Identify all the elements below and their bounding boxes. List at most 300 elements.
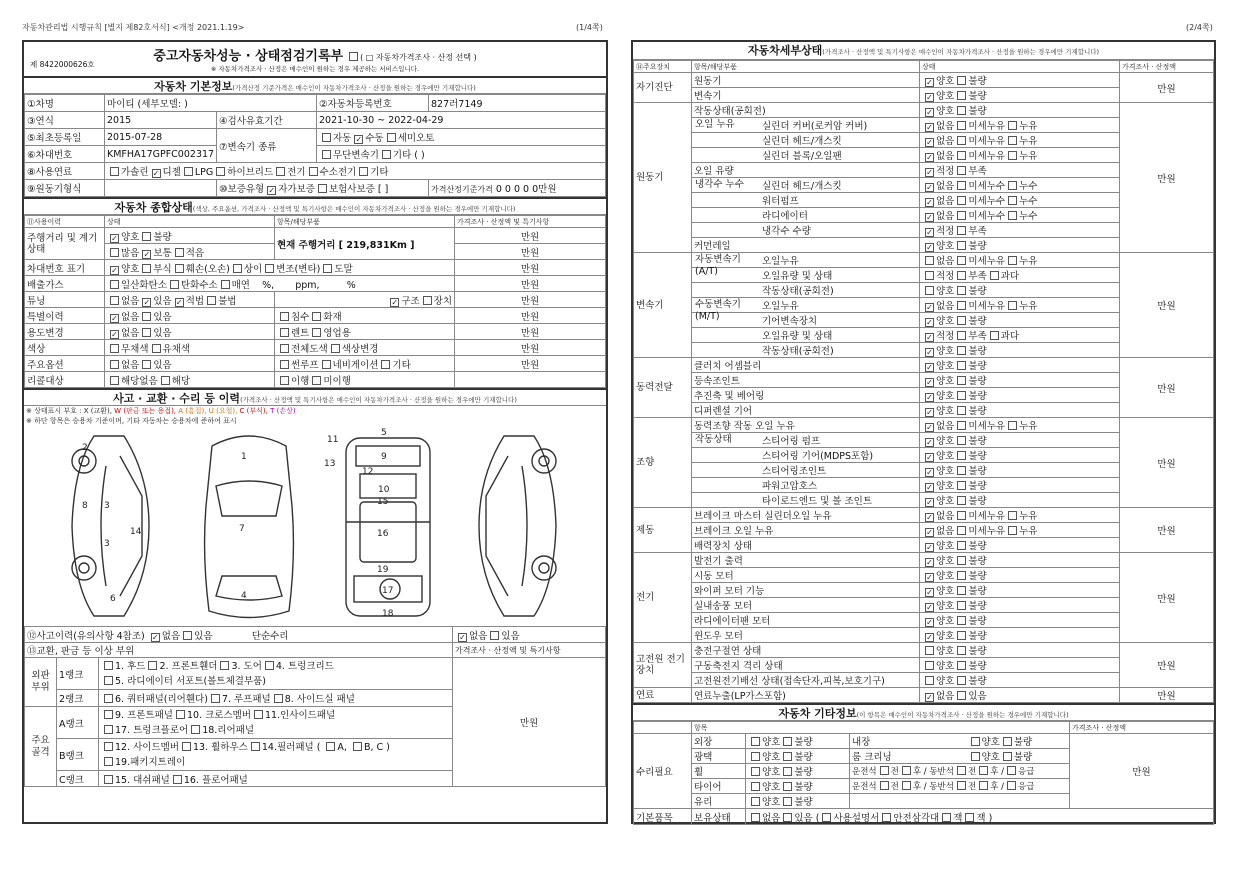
accident-table: ⑫사고이력(유의사항 4참조) ✓ 없음 있음 단순수리 ✓ 없음 있음 ⑬교환, 판금 등 이상 부위 가격조사 · 산정액 및 특기사항 외판 부위 1랭크 1. 후드 2. 프론트휀더 3. 도어 4. 트렁크리드 5. 라디에이터 서포트(볼트체결부품) 만원 2랭크 6. 쿼터패널(리어휀다) 7. 루프패널 8. 사이드실 패널 주요 골격 A랭크 9. 프론트패널 10. 크로스멤버 11.인사이드패널 17. 트렁크플로어 18.리어패널 B랭크 12. 사이드멤버 13. 휠하우스 14.필러패널 ( A, B, C ) 19.패키지트레이 C랭크 15. 대쉬패널 16. 플로어패널 [24, 626, 606, 787]
diagram-number-14: 14 [130, 527, 142, 537]
detail-state: 양호 불량 [920, 673, 1120, 688]
car-diagram [24, 426, 606, 626]
state-checkbox[interactable] [925, 108, 934, 117]
vin-label: ⑥차대번호 [25, 146, 105, 163]
state-checkbox[interactable] [957, 226, 966, 235]
state-checkbox[interactable] [1008, 511, 1017, 520]
detail-price: 만원 [1120, 553, 1214, 643]
detail-row [634, 688, 1214, 703]
first-reg-label: ⑤최초등록일 [25, 129, 105, 146]
regulation-header: 자동차관리법 시행규칙 [별지 제82호서식] <개정 2021.1.19> [22, 23, 245, 32]
summary-table: ⑪사용이력 상태 항목/해당부품 가격조사 · 산정액 및 특기사항 주행거리 및 계기상태 ✓양호 불량 현재 주행거리 [ 219,831Km ] 만원 많음✓ 보통 적음 만원 차대번호 표기 ✓ 양호 부식 훼손(오손) 상이 변조(변타) 도말 만원 배출가스 일산화탄소 탄화수소 매연 %, ppm, % 만원 튜닝 없음✓ 있음✓ 적법 불법 ✓ 구조 장치 만원 특별이력 ✓ 없음 있음 침수 화재 만원 용도변경 ✓ 없음 있음 렌트 영업용 만원 색상 무채색 유채색 전체도색 색상변경 만원 주요옵션 없음 있음 썬루프 네비게이션 기타 만원 리콜대상 해당없음 해당 이행 미이행 [24, 215, 606, 388]
state-checkbox[interactable] [925, 153, 934, 162]
summary-title: 자동차 종합상태(색상, 주요옵션, 가격조사 · 산정액 및 특기사항은 매수인이 자동차가격조사 · 산정을 원하는 경우에만 기재합니다) [24, 197, 606, 215]
detail-state: ✓ 없음 미세누유 누유 [920, 523, 1120, 538]
detail-state: ✓ 적정 부족 [920, 163, 1120, 178]
detail-table: ⑭주요장치 항목/해당부품 상태 가격조사 · 산정액 자기진단 원동기 ✓ 양호 불량 만원 변속기 ✓ 양호 불량 원동기 작동상태(공회전) ✓ 양호 불량 만원 오일 누유 실린더 커버(로커암 커버) ✓ 없음 미세누유 누유 실린더 헤드/개스킷 ✓ 없음 미세누유 누유 실린더 블록/오일팬 ✓ 없음 미세누유 누유 오일 유량 ✓ 적정 부족 냉각수 누수 실린더 헤드/개스킷 ✓ 없음 미세누수 누수 워터펌프 ✓ 없음 미세누수 누수 라디에이터 ✓ 없음 미세누수 누수 냉각수 수량 ✓ 적정 부족 커먼레일 ✓ 양호 불량 변속기 자동변속기 (A/T) 오일누유 없음 미세누유 누유 만원 오일유량 및 상태 적정 부족 과다 작동상태(공회전) 양호 불량 수동변속기 (M/T) 오일누유 ✓ 없음 미세누유 누유 기어변속장치 ✓ 양호 불량 오일유량 및 상태 ✓ 적정 부족 과다 작동상태(공회전) ✓ 양호 불량 동력전달 클러치 어셈블리 ✓ 양호 불량 만원 등속조인트 ✓ 양호 불량 추진축 및 베어링 ✓ 양호 불량 디퍼렌셜 기어 ✓ 양호 불량 조향 동력조향 작동 오일 누유 ✓ 없음 미세누유 누유 만원 작동상태 스티어링 펌프 ✓ 양호 불량 스티어링 기어(MDPS포함) ✓ 양호 불량 스티어링조인트 ✓ 양호 불량 파워고압호스 ✓ 양호 불량 타이로드엔드 및 볼 조인트 ✓ 양호 불량 제동 브레이크 마스터 실린더오일 누유 ✓ 없음 미세누유 누유 만원 브레이크 오일 누유 ✓ 없음 미세누유 누유 배력장치 상태 ✓ 양호 불량 전기 발전기 출력 ✓ 양호 불량 만원 시동 모터 ✓ 양호 불량 와이퍼 모터 기능 ✓ 양호 불량 실내송풍 모터 ✓ 양호 불량 라디에이터팬 모터 ✓ 양호 불량 윈도우 모터 ✓ 양호 불량 고전원 전기장치 충전구절연 상태 양호 불량 만원 구동축전지 격리 상태 양호 불량 고전원전기배선 상태(접속단자,피복,보호기구) 양호 불량 연료 연료누출(LP가스포함) ✓ 없음 있음 만원 [633, 60, 1214, 703]
rank1-label: 1랭크 [57, 658, 99, 690]
detail-price: 만원 [1120, 253, 1214, 358]
detail-state: ✓ 없음 미세누수 누수 [920, 193, 1120, 208]
state-checkbox[interactable] [957, 301, 966, 310]
detail-item-label: 오일누유 [762, 256, 799, 267]
detail-price: 만원 [1120, 73, 1214, 103]
form-title-option: ( □ 자동차가격조사 · 산정 선택 ) [360, 53, 477, 62]
color-label: 색상 [25, 340, 105, 356]
detail-state: ✓ 양호 불량 [920, 433, 1120, 448]
detail-group-label: 전기 [634, 553, 692, 643]
detail-group-label: 고전원 전기장치 [634, 643, 692, 688]
detail-sub-label: 냉각수 누수 [695, 179, 744, 190]
detail-state: ✓ 없음 미세누유 누유 [920, 418, 1120, 433]
state-checkbox[interactable] [957, 181, 966, 190]
state-checkbox[interactable] [1008, 196, 1017, 205]
basic-info-table [24, 94, 606, 197]
detail-item-label: 오일 유량 [694, 166, 734, 177]
state-checkbox[interactable] [957, 271, 966, 280]
accident-history-label: ⑫사고이력(유의사항 4참조) [27, 630, 145, 642]
form-header [24, 42, 606, 76]
detail-row [634, 253, 1214, 268]
detail-state: 양호 불량 [920, 283, 1120, 298]
detail-item-label: 브레이크 오일 누유 [694, 526, 774, 537]
state-checkbox[interactable] [957, 196, 966, 205]
state-checkbox[interactable] [925, 78, 934, 87]
diagram-number-3: 3 [104, 501, 110, 511]
state-checkbox[interactable] [1008, 526, 1017, 535]
detail-state: ✓ 양호 불량 [920, 598, 1120, 613]
detail-price: 만원 [1120, 103, 1214, 253]
state-checkbox[interactable] [925, 646, 934, 655]
detail-item-label: 구동축전지 격리 상태 [694, 661, 783, 672]
form-title: 중고자동차성능 · 상태점검기록부 [153, 49, 344, 64]
state-checkbox[interactable] [1008, 301, 1017, 310]
state-checkbox[interactable] [957, 586, 966, 595]
detail-item-label: 윈도우 모터 [694, 631, 743, 642]
simple-repair-label: 단순수리 [251, 630, 289, 642]
detail-state: ✓ 양호 불량 [920, 238, 1120, 253]
diagram-number-9: 9 [381, 452, 387, 462]
detail-state: ✓ 양호 불량 [920, 388, 1120, 403]
diagram-number-19: 19 [377, 565, 389, 575]
diagram-number-13: 13 [324, 459, 336, 469]
detail-state: ✓ 양호 불량 [920, 448, 1120, 463]
state-checkbox[interactable] [957, 331, 966, 340]
detail-group-label: 제동 [634, 508, 692, 553]
state-checkbox[interactable] [957, 616, 966, 625]
car-name-label: ①차명 [25, 95, 105, 112]
accident-legend-note: ※ 하단 항목은 승용차 기준이며, 기타 자동차는 승용차에 준하여 표시 [26, 417, 237, 425]
detail-state: ✓ 양호 불량 [920, 88, 1120, 103]
rankB-label: B랭크 [57, 739, 99, 771]
other-info-table: 항목 가격조사 · 산정액 수리필요 외장 양호 불량 내장 양호 불량 만원 광택 양호 불량 룸 크리닝 양호 불량 휠 양호 불량 운전석 전 후 / 동반석 전 후 / 응급 타이어 양호 불량 운전석 전 후 / 동반석 전 후 / 응급 유리 양호 불량 기본품목 보유상태 없음 있음 ( 사용설명서 안전삼각대 잭 잭 ) [633, 721, 1214, 825]
detail-item-label: 실린더 헤드/개스킷 [762, 181, 842, 192]
detail-item-label: 발전기 출력 [694, 556, 743, 567]
detail-state: ✓ 양호 불량 [920, 553, 1120, 568]
state-checkbox[interactable] [957, 121, 966, 130]
state-checkbox[interactable] [925, 543, 934, 552]
detail-sub-label: 수동변속기 (M/T) [695, 299, 741, 322]
year-label: ③연식 [25, 112, 105, 129]
diagram-number-4: 4 [241, 591, 247, 601]
first-reg-value: 2015-07-28 [105, 129, 217, 146]
state-checkbox[interactable] [957, 211, 966, 220]
detail-state: ✓ 없음 있음 [920, 688, 1120, 703]
tuning-label: 튜닝 [25, 292, 105, 308]
detail-state: ✓ 없음 미세누수 누수 [920, 208, 1120, 223]
vin-value: KMFHA17GPFC002317 [105, 146, 217, 163]
state-checkbox[interactable] [925, 558, 934, 567]
detail-state: 없음 미세누유 누유 [920, 253, 1120, 268]
detail-item-label: 추진축 및 베어링 [694, 391, 765, 402]
transmission-options-1: 자동✓ 수동 세미오토 [317, 129, 606, 146]
state-checkbox[interactable] [925, 498, 934, 507]
state-checkbox[interactable] [957, 106, 966, 115]
detail-group-label: 조향 [634, 418, 692, 508]
detail-state: ✓ 양호 불량 [920, 538, 1120, 553]
state-checkbox[interactable] [957, 361, 966, 370]
state-checkbox[interactable] [957, 646, 966, 655]
detail-sub-label: 자동변속기 (A/T) [695, 254, 741, 277]
mileage-label: 주행거리 및 계기상태 [25, 228, 105, 260]
state-checkbox[interactable] [957, 346, 966, 355]
detail-state: ✓ 양호 불량 [920, 478, 1120, 493]
state-checkbox[interactable] [957, 451, 966, 460]
reg-no-value: 827러7149 [429, 95, 606, 112]
detail-group-label: 변속기 [634, 253, 692, 358]
state-checkbox[interactable] [925, 453, 934, 462]
detail-state: ✓ 양호 불량 [920, 103, 1120, 118]
detail-state: ✓ 양호 불량 [920, 613, 1120, 628]
state-checkbox[interactable] [1008, 211, 1017, 220]
detail-item-label: 오일유량 및 상태 [762, 271, 833, 282]
detail-item-label: 와이퍼 모터 기능 [694, 586, 765, 597]
state-checkbox[interactable] [957, 541, 966, 550]
detail-item-label: 워터펌프 [762, 196, 799, 207]
other-info-title: 자동차 기타정보(이 항목은 매수인이 자동차가격조사 · 산정을 원하는 경우에만 기재합니다) [633, 703, 1214, 721]
detail-row [634, 73, 1214, 88]
state-checkbox[interactable] [957, 661, 966, 670]
state-checkbox[interactable] [925, 168, 934, 177]
rankA-label: A랭크 [57, 707, 99, 739]
accident-price: 만원 [453, 658, 606, 787]
state-checkbox[interactable] [957, 151, 966, 160]
detail-row [634, 643, 1214, 658]
state-checkbox[interactable] [925, 618, 934, 627]
state-checkbox[interactable] [925, 271, 934, 280]
detail-item-label: 연료누출(LP가스포함) [694, 691, 786, 702]
detail-group-label: 자기진단 [634, 73, 692, 103]
state-checkbox[interactable] [957, 166, 966, 175]
state-checkbox[interactable] [925, 633, 934, 642]
state-checkbox[interactable] [925, 93, 934, 102]
detail-item-label: 실내송풍 모터 [694, 601, 753, 612]
detail-item-label: 등속조인트 [694, 376, 740, 387]
state-checkbox[interactable] [925, 423, 934, 432]
state-checkbox[interactable] [1008, 121, 1017, 130]
detail-state: ✓ 양호 불량 [920, 463, 1120, 478]
state-checkbox[interactable] [925, 528, 934, 537]
diagram-number-1: 1 [241, 452, 247, 462]
state-checkbox[interactable] [1008, 181, 1017, 190]
form-note: ※ 자동차가격조사 · 산정은 매수인이 원하는 경우 제공하는 서비스입니다. [210, 65, 420, 73]
detail-state: ✓ 양호 불량 [920, 403, 1120, 418]
detail-state: ✓ 적정 부족 [920, 223, 1120, 238]
state-checkbox[interactable] [925, 483, 934, 492]
state-checkbox[interactable] [925, 183, 934, 192]
detail-item-label: 충전구절연 상태 [694, 646, 762, 657]
detail-state: ✓ 양호 불량 [920, 343, 1120, 358]
detail-row [634, 553, 1214, 568]
detail-item-label: 냉각수 수량 [762, 226, 811, 237]
form-page-2 [631, 40, 1216, 824]
detail-item-label: 동력조향 작동 오일 누유 [694, 421, 795, 432]
state-checkbox[interactable] [957, 466, 966, 475]
inspect-value: 2021-10-30 ~ 2022-04-29 [317, 112, 606, 129]
form-number: 제 8422000626호 [30, 60, 95, 69]
detail-item-label: 스티어링 기어(MDPS포함) [762, 451, 874, 462]
diagram-number-15: 15 [377, 497, 389, 507]
state-checkbox[interactable] [957, 406, 966, 415]
detail-item-label: 라디에이터팬 모터 [694, 616, 771, 627]
detail-item-label: 고전원전기배선 상태(접속단자,피복,보호기구) [694, 676, 885, 687]
detail-price: 만원 [1120, 508, 1214, 553]
detail-item-label: 커먼레일 [694, 241, 731, 252]
state-checkbox[interactable] [925, 513, 934, 522]
recall-label: 리콜대상 [25, 372, 105, 388]
state-checkbox[interactable] [925, 573, 934, 582]
state-checkbox[interactable] [957, 436, 966, 445]
mileage-value: 현재 주행거리 [ 219,831Km ] [275, 228, 455, 260]
state-checkbox[interactable] [925, 438, 934, 447]
transmission-options-2: 무단변속기 기타 ( ) [317, 146, 606, 163]
state-checkbox[interactable] [957, 91, 966, 100]
diagram-number-2: 2 [82, 443, 88, 453]
detail-item-label: 실린더 커버(로커암 커버) [762, 121, 868, 132]
state-checkbox[interactable] [925, 348, 934, 357]
detail-item-label: 클러치 어셈블리 [694, 361, 762, 372]
detail-state: ✓ 없음 미세누유 누유 [920, 298, 1120, 313]
detail-item-label: 디퍼렌셜 기어 [694, 406, 753, 417]
detail-state: ✓ 없음 미세누유 누유 [920, 133, 1120, 148]
fuel-options: 가솔린✓ 디젤 LPG 하이브리드 전기 수소전기 기타 [105, 163, 606, 180]
detail-item-label: 작동상태(공회전) [694, 106, 766, 117]
diagram-number-17: 17 [382, 586, 394, 596]
state-checkbox[interactable] [957, 526, 966, 535]
state-checkbox[interactable] [1008, 136, 1017, 145]
detail-group-label: 원동기 [634, 103, 692, 253]
state-checkbox[interactable] [957, 316, 966, 325]
state-checkbox[interactable] [990, 331, 999, 340]
diagram-number-10: 10 [378, 485, 390, 495]
state-checkbox[interactable] [957, 241, 966, 250]
detail-state: ✓ 양호 불량 [920, 568, 1120, 583]
main-option-label: 주요옵션 [25, 356, 105, 372]
detail-item-label: 시동 모터 [694, 571, 734, 582]
inspect-label: ④검사유효기간 [217, 112, 317, 129]
detail-state: ✓ 적정 부족 과다 [920, 328, 1120, 343]
diagram-number-3b: 3 [104, 539, 110, 549]
state-checkbox[interactable] [925, 333, 934, 342]
emission-label: 배출가스 [25, 276, 105, 292]
state-checkbox[interactable] [957, 391, 966, 400]
diagram-number-6: 6 [110, 594, 116, 604]
detail-item-label: 작동상태(공회전) [762, 286, 834, 297]
state-checkbox[interactable] [957, 556, 966, 565]
state-checkbox[interactable] [925, 693, 934, 702]
state-checkbox[interactable] [925, 318, 934, 327]
price-survey-checkbox[interactable] [349, 52, 358, 61]
detail-state: ✓ 양호 불량 [920, 583, 1120, 598]
detail-item-label: 원동기 [694, 76, 722, 87]
detail-row [634, 418, 1214, 433]
rank2-label: 2랭크 [57, 690, 99, 707]
detail-item-label: 라디에이터 [762, 211, 808, 222]
state-checkbox[interactable] [925, 228, 934, 237]
car-name-value: 마이티 (세부모델: ) [105, 95, 317, 112]
detail-item-label: 스티어링 펌프 [762, 436, 821, 447]
outer-panel-label: 외판 부위 [25, 658, 57, 707]
state-checkbox[interactable] [957, 256, 966, 265]
accident-legend: ※ 상태표시 부호 : X (교환), W (판금 또는 용접), A (흠집), U (요철), C (부식), T (손상) [26, 407, 296, 415]
state-checkbox[interactable] [925, 286, 934, 295]
warranty-options: ⑩보증유형✓ 자가보증 보험사보증 [ ] [217, 180, 429, 197]
state-checkbox[interactable] [957, 511, 966, 520]
detail-item-label: 배력장치 상태 [694, 541, 753, 552]
state-checkbox[interactable] [1008, 151, 1017, 160]
detail-state: 양호 불량 [920, 643, 1120, 658]
detail-row [634, 103, 1214, 118]
state-checkbox[interactable] [925, 661, 934, 670]
state-checkbox[interactable] [957, 601, 966, 610]
detail-state: ✓ 양호 불량 [920, 493, 1120, 508]
state-checkbox[interactable] [957, 136, 966, 145]
detail-sub-label: 작동상태 [695, 434, 732, 445]
frame-label: 주요 골격 [25, 707, 57, 787]
detail-price: 만원 [1120, 418, 1214, 508]
state-checkbox[interactable] [957, 676, 966, 685]
vin-mark-label: 차대번호 표기 [25, 260, 105, 276]
diagram-number-16: 16 [377, 529, 389, 539]
detail-state: ✓ 양호 불량 [920, 628, 1120, 643]
page-number-right: (2/4쪽) [1186, 23, 1213, 32]
detail-item-label: 실린더 블록/오일팬 [762, 151, 842, 162]
detail-state: ✓ 양호 불량 [920, 373, 1120, 388]
detail-item-label: 브레이크 마스터 실린더오일 누유 [694, 511, 832, 522]
detail-row [634, 508, 1214, 523]
state-checkbox[interactable] [925, 393, 934, 402]
detail-group-label: 연료 [634, 688, 692, 703]
state-checkbox[interactable] [925, 256, 934, 265]
detail-item-label: 오일누유 [762, 301, 799, 312]
exchange-label: ⑬교환, 판금 등 이상 부위 [25, 643, 453, 658]
state-checkbox[interactable] [925, 676, 934, 685]
state-checkbox[interactable] [1008, 421, 1017, 430]
state-checkbox[interactable] [925, 363, 934, 372]
state-checkbox[interactable] [925, 468, 934, 477]
detail-state: ✓ 없음 미세누유 누유 [920, 118, 1120, 133]
detail-price: 만원 [1120, 643, 1214, 688]
detail-state: ✓ 양호 불량 [920, 313, 1120, 328]
special-history-label: 특별이력 [25, 308, 105, 324]
detail-title: 자동차세부상태(가격조사 · 산정액 및 특기사항은 매수인이 자동차가격조사 · 산정을 원하는 경우에만 기재합니다) [633, 42, 1214, 60]
year-value: 2015 [105, 112, 217, 129]
state-checkbox[interactable] [957, 631, 966, 640]
state-checkbox[interactable] [1008, 256, 1017, 265]
detail-item-label: 타이로드엔드 및 볼 조인트 [762, 496, 873, 507]
engine-type-label: ⑨원동기형식 [25, 180, 105, 197]
fuel-label: ⑧사용연료 [25, 163, 105, 180]
form-page-1 [22, 40, 608, 824]
state-checkbox[interactable] [925, 243, 934, 252]
state-checkbox[interactable] [957, 571, 966, 580]
detail-item-label: 작동상태(공회전) [762, 346, 834, 357]
detail-state: 적정 부족 과다 [920, 268, 1120, 283]
detail-state: ✓ 없음 미세누유 누유 [920, 148, 1120, 163]
transmission-label: ⑦변속기 종류 [217, 129, 317, 163]
detail-price: 만원 [1120, 358, 1214, 418]
diagram-number-7: 7 [239, 524, 245, 534]
page-number-left: (1/4쪽) [576, 23, 603, 32]
detail-price: 만원 [1120, 688, 1214, 703]
detail-group-label: 동력전달 [634, 358, 692, 418]
state-checkbox[interactable] [925, 198, 934, 207]
detail-state: 양호 불량 [920, 658, 1120, 673]
detail-item-label: 오일유량 및 상태 [762, 331, 833, 342]
state-checkbox[interactable] [925, 378, 934, 387]
state-checkbox[interactable] [925, 138, 934, 147]
detail-sub-label: 오일 누유 [695, 119, 735, 130]
state-checkbox[interactable] [990, 271, 999, 280]
detail-item-label: 실린더 헤드/개스킷 [762, 136, 842, 147]
repair-needed-label: 수리필요 [634, 734, 692, 809]
state-checkbox[interactable] [925, 303, 934, 312]
detail-row [634, 358, 1214, 373]
basic-info-title: 자동차 기본정보(가격산정 기준가격은 매수인이 자동차가격조사 · 산정을 원하는 경우에만 기재합니다) [24, 76, 606, 94]
detail-state: ✓ 양호 불량 [920, 358, 1120, 373]
state-checkbox[interactable] [925, 588, 934, 597]
state-checkbox[interactable] [957, 286, 966, 295]
use-change-label: 용도변경 [25, 324, 105, 340]
detail-state: ✓ 없음 미세누유 누유 [920, 508, 1120, 523]
detail-state: ✓ 없음 미세누수 누수 [920, 178, 1120, 193]
detail-item-label: 변속기 [694, 91, 722, 102]
state-checkbox[interactable] [957, 76, 966, 85]
state-checkbox[interactable] [957, 496, 966, 505]
state-checkbox[interactable] [925, 123, 934, 132]
state-checkbox[interactable] [957, 481, 966, 490]
state-checkbox[interactable] [957, 421, 966, 430]
accident-title: 사고 · 교환 · 수리 등 이력(가격조사 · 산정액 및 특기사항은 매수인이 자동차가격조사 · 산정을 원하는 경우에만 기재합니다) [24, 388, 606, 406]
reg-no-label: ②자동차등록번호 [317, 95, 429, 112]
basic-items-label: 기본품목 [634, 809, 692, 825]
detail-state: ✓ 양호 불량 [920, 73, 1120, 88]
state-checkbox[interactable] [957, 691, 966, 700]
state-checkbox[interactable] [925, 213, 934, 222]
diagram-number-18: 18 [382, 609, 394, 619]
diagram-number-8: 8 [82, 501, 88, 511]
detail-item-label: 파워고압호스 [762, 481, 818, 492]
diagram-number-5: 5 [381, 428, 387, 438]
car-diagram-svg [24, 426, 606, 626]
detail-item-label: 기어변속장치 [762, 316, 818, 327]
detail-item-label: 스티어링조인트 [762, 466, 827, 477]
rankC-label: C랭크 [57, 771, 99, 787]
state-checkbox[interactable] [957, 376, 966, 385]
base-price: 가격산정기준가격 0 0 0 0 0만원 [429, 180, 606, 197]
state-checkbox[interactable] [925, 603, 934, 612]
diagram-number-12: 12 [362, 467, 374, 477]
state-checkbox[interactable] [925, 408, 934, 417]
